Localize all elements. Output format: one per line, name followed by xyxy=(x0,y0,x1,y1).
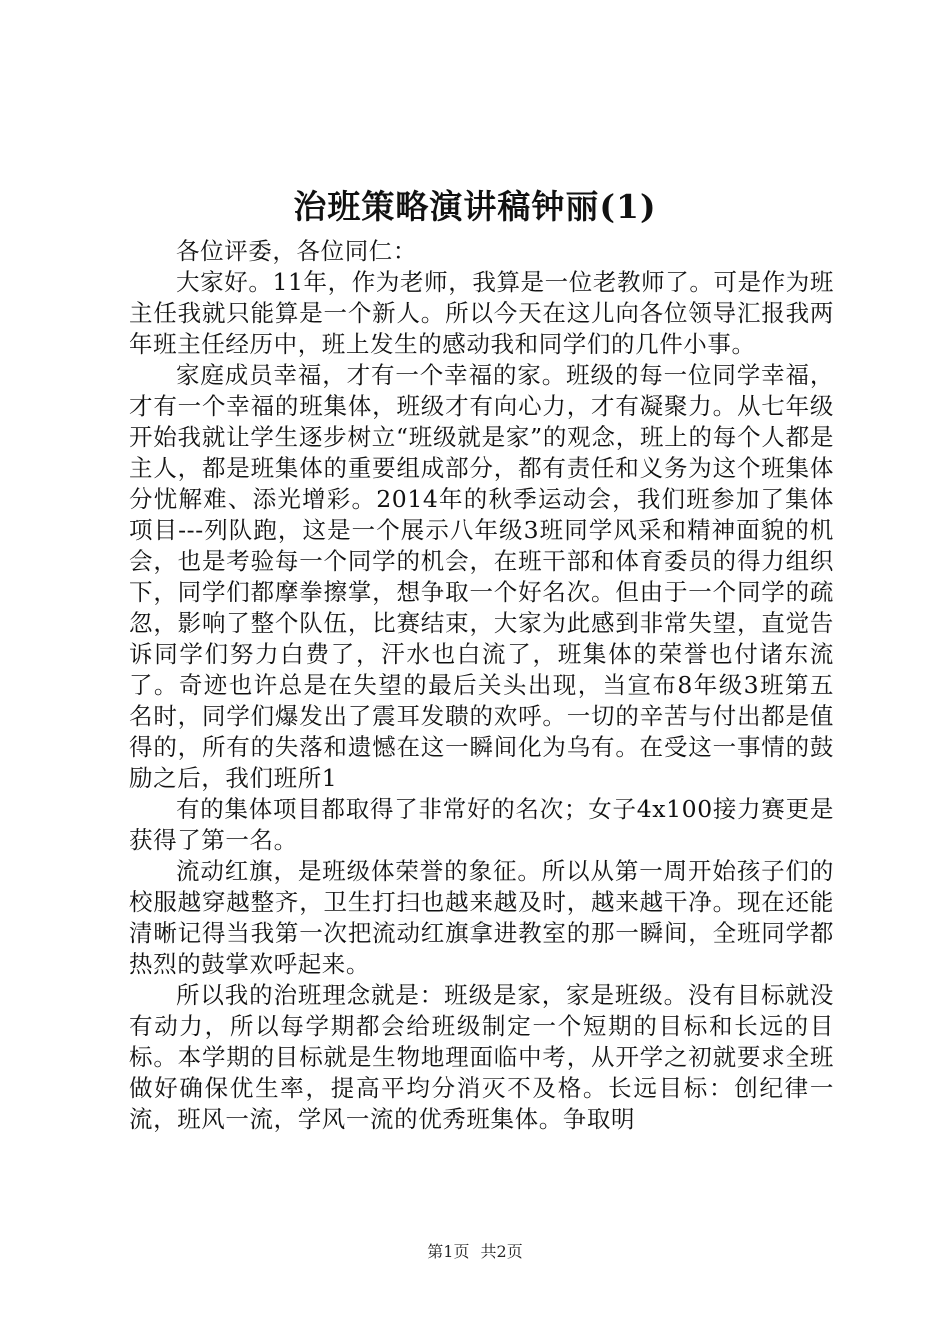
paragraph-class-as-family: 家庭成员幸福，才有一个幸福的家。班级的每一位同学幸福，才有一个幸福的班集体，班级才有向心力，才有凝聚力。从七年级开始我就让学生逐步树立“班级就是家”的观念，班上的每个人都是主人，都是班集体的重要组成部分，都有责任和义务为这个班集体分忧解难、添光增彩。2014年的秋季运动会，我们班参加了集体项目---列队跑，这是一个展示八年级3班同学风采和精神面貌的机会，也是考验每一个同学的机会，在班干部和体育委员的得力组织下，同学们都摩拳擦掌，想争取一个好名次。但由于一个同学的疏忽，影响了整个队伍，比赛结束，大家为此感到非常失望，直觉告诉同学们努力白费了，汗水也白流了，班集体的荣誉也付诸东流了。奇迹也许总是在失望的最后关头出现，当宣布8年级3班第五名时，同学们爆发出了震耳发聩的欢呼。一切的辛苦与付出都是值得的，所有的失落和遗憾在这一瞬间化为乌有。在受这一事情的鼓励之后，我们班所1 xyxy=(129,361,834,792)
paragraph-salutation: 各位评委，各位同仁： xyxy=(176,237,417,265)
document-title: 治班策略演讲稿钟丽(1) xyxy=(293,187,657,226)
paragraph-red-flag: 流动红旗，是班级体荣誉的象征。所以从第一周开始孩子们的校服越穿越整齐，卫生打扫也越来越及时，越来越干净。现在还能清晰记得当我第一次把流动红旗拿进教室的那一瞬间，全班同学都热烈的鼓掌欢呼起来。 xyxy=(129,857,834,978)
page-footer xyxy=(0,1240,950,1264)
paragraph-philosophy: 所以我的治班理念就是：班级是家，家是班级。没有目标就没有动力，所以每学期都会给班级制定一个短期的目标和长远的目标。本学期的目标就是生物地理面临中考，从开学之初就要求全班做好确保优生率，提高平均分消灭不及格。长远目标：创纪律一流，班风一流，学风一流的优秀班集体。争取明 xyxy=(129,981,834,1133)
paragraph-introduction: 大家好。11年，作为老师，我算是一位老教师了。可是作为班主任我就只能算是一个新人。所以今天在这儿向各位领导汇报我两年班主任经历中，班上发生的感动我和同学们的几件小事。 xyxy=(129,268,834,358)
page-total: 共2页 xyxy=(480,1242,523,1261)
paragraph-relay-result: 有的集体项目都取得了非常好的名次；女子4x100接力赛更是获得了第一名。 xyxy=(129,795,834,854)
document-body xyxy=(129,236,834,1135)
page-number: 第1页 xyxy=(427,1242,470,1261)
